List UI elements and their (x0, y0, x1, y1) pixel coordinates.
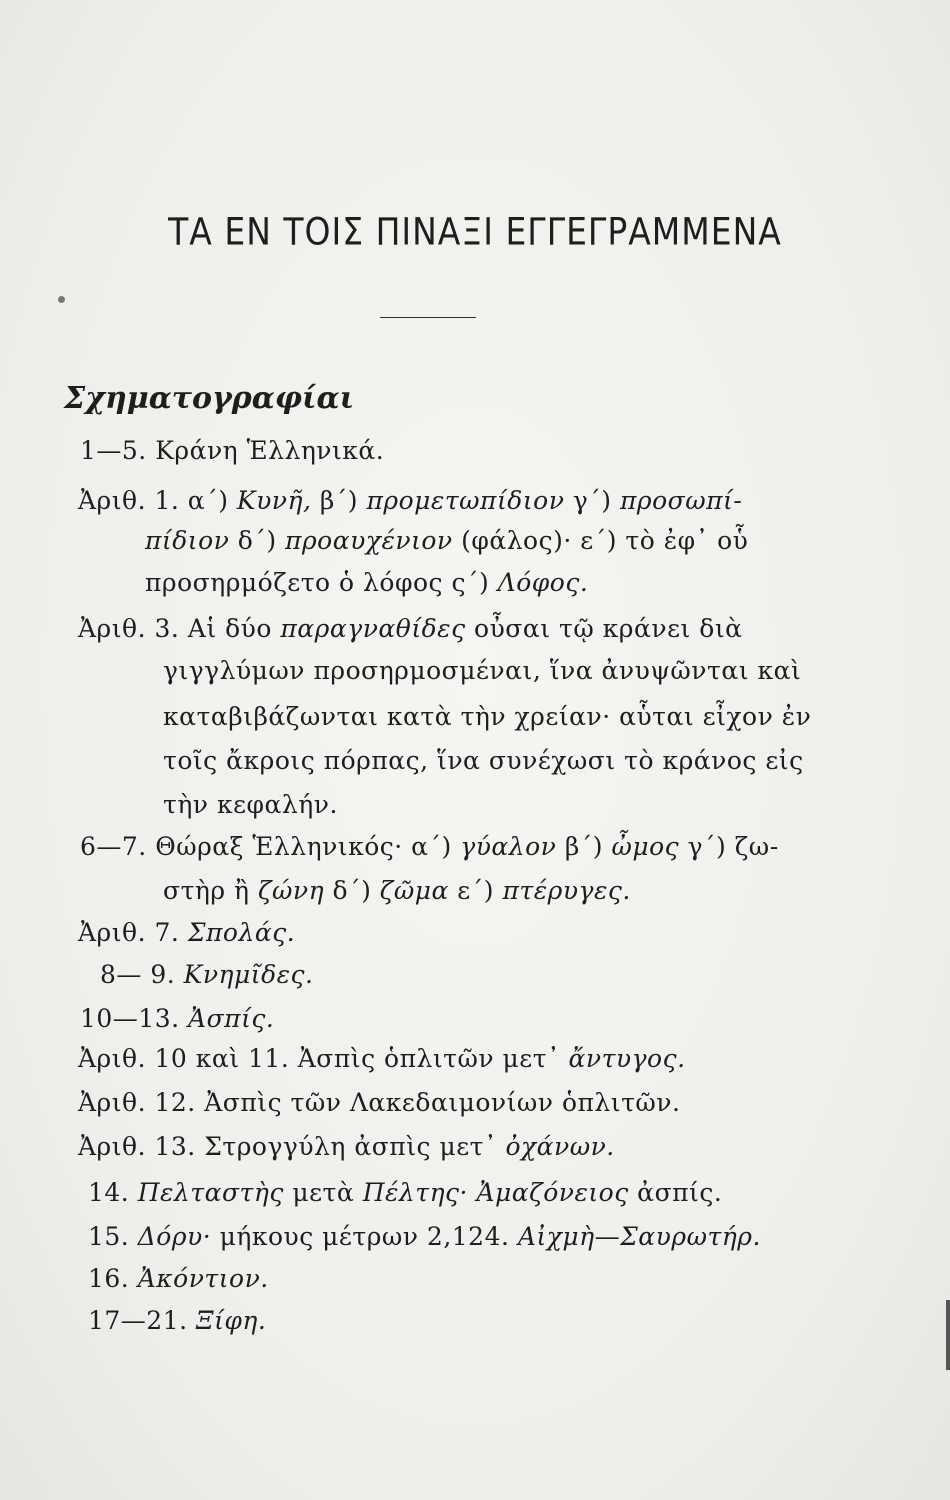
text-line (88, 1178, 722, 1207)
entry-number: Ἀριθ. 7. (78, 918, 180, 947)
page-edge-mark (946, 1300, 950, 1370)
text-run (188, 1306, 196, 1335)
term-italic: Πέλτης· (362, 1178, 469, 1207)
text-run: β΄) (311, 486, 367, 515)
title-rule (380, 317, 476, 318)
text-run: μετὰ (283, 1178, 363, 1207)
text-line (78, 614, 743, 643)
term-italic: πίδιον (145, 526, 230, 555)
entry-number: Ἀριθ. 13. (78, 1132, 196, 1161)
text-line (163, 656, 801, 685)
text-run (129, 1178, 137, 1207)
text-run: προσηρμόζετο ὁ λόφος ς΄) (145, 568, 498, 597)
text-line (88, 1306, 266, 1335)
text-run: δ΄) (324, 876, 380, 905)
text-line (145, 526, 748, 555)
entry-number: 17—21. (88, 1306, 188, 1335)
text-line (88, 1222, 761, 1251)
entry-number: 14. (88, 1178, 130, 1207)
term-italic: ὀχάνων. (505, 1132, 615, 1161)
text-run: μήκους μέτρων 2,124. (211, 1222, 518, 1251)
text-run: τοῖς ἄκροις πόρπας, ἵνα συνέχωσι τὸ κράνος εἰς (163, 746, 804, 775)
text-run (129, 1222, 137, 1251)
term-italic: Κυνῆ, (236, 486, 312, 515)
term-italic: Ἀμαζόνειος (476, 1178, 629, 1207)
text-run: Κράνη Ἑλληνικά. (146, 436, 385, 465)
term-italic: Κνημῖδες. (183, 960, 314, 989)
term-italic: προμετωπίδιον (366, 486, 565, 515)
term-italic: προσωπί- (620, 486, 743, 515)
ink-speck (58, 296, 65, 303)
text-run: Ἀσπὶς τῶν Λακεδαιμονίων ὁπλιτῶν. (195, 1088, 681, 1117)
term-italic: ζώνη (257, 876, 325, 905)
term-italic: ἄντυγος. (568, 1044, 686, 1073)
text-run (179, 918, 187, 947)
text-line (78, 918, 295, 947)
text-line (80, 436, 384, 465)
text-run: τὴν κεφαλήν. (163, 790, 338, 819)
term-italic: γύαλον (460, 832, 557, 861)
term-italic: προαυχένιον (285, 526, 453, 555)
text-run: ε΄) (448, 876, 503, 905)
text-run (180, 1004, 188, 1033)
term-italic: Λόφος. (497, 568, 589, 597)
text-run: Αἱ δύο (179, 614, 281, 643)
text-run: δ΄) (229, 526, 286, 555)
text-run: γιγγλύμων προσηρμοσμέναι, ἵνα ἀνυψῶνται καὶ (163, 656, 802, 685)
text-line (163, 746, 804, 775)
text-line (78, 486, 742, 515)
text-run: Στρογγύλη ἀσπὶς μετ᾽ (195, 1132, 506, 1161)
term-italic: Σαυρωτήρ. (620, 1222, 761, 1251)
term-italic: ζῶμα (379, 876, 449, 905)
text-run: καταβιβάζωνται κατὰ τὴν χρείαν· αὗται εἶχον ἐν (163, 702, 812, 731)
text-run: ἀσπίς. (628, 1178, 723, 1207)
text-line (163, 876, 631, 905)
term-italic: Ἀσπίς. (188, 1004, 275, 1033)
text-line (100, 960, 314, 989)
term-italic: πτέρυγες. (502, 876, 631, 905)
term-italic: Πελταστὴς (137, 1178, 284, 1207)
entry-number: 8— 9. (100, 960, 176, 989)
text-line (78, 1132, 615, 1161)
text-line (78, 1088, 680, 1117)
text-run (175, 960, 183, 989)
term-italic: Δόρυ· (137, 1222, 212, 1251)
text-run: α΄) (179, 486, 237, 515)
entry-number: 6—7. (80, 832, 147, 861)
term-italic: ὦμος (611, 832, 680, 861)
text-run: οὖσαι τῷ κράνει διὰ (465, 614, 743, 643)
text-run (129, 1264, 137, 1293)
entry-number: Ἀριθ. 1. (78, 486, 180, 515)
entry-number: 15. (88, 1222, 130, 1251)
entry-number: Ἀριθ. 12. (78, 1088, 196, 1117)
term-italic: Σπολάς. (187, 918, 296, 947)
text-line (163, 702, 811, 731)
entry-number: 1—5. (80, 436, 147, 465)
page-title: ΤΑ ΕΝ ΤΟΙΣ ΠΙΝΑΞΙ ΕΓΓΕΓΡΑΜΜΕΝΑ (168, 209, 782, 254)
text-line (145, 568, 588, 597)
entry-number: 16. (88, 1264, 130, 1293)
entry-number: Ἀριθ. 10 καὶ 11. (78, 1044, 290, 1073)
text-line (80, 832, 779, 861)
text-line (88, 1264, 269, 1293)
entry-number: 10—13. (80, 1004, 180, 1033)
term-italic: Αἰχμὴ (517, 1222, 595, 1251)
text-line (80, 1004, 274, 1033)
text-run: (φάλος)· ε΄) τὸ ἐφ᾽ οὗ (452, 526, 749, 555)
text-run: στὴρ ἢ (163, 876, 258, 905)
section-heading: Σχηματογραφίαι (64, 381, 355, 416)
term-italic: Ξίφη. (196, 1306, 267, 1335)
entry-number: Ἀριθ. 3. (78, 614, 180, 643)
term-italic: Ἀκόντιον. (137, 1264, 269, 1293)
text-run: β΄) (556, 832, 612, 861)
text-run: γ΄) (564, 486, 620, 515)
text-run: Θώραξ Ἑλληνικός· α΄) (146, 832, 461, 861)
text-line (78, 1044, 686, 1073)
term-italic: παραγναθίδες (280, 614, 466, 643)
text-run: γ΄) ζω- (679, 832, 779, 861)
text-run: Ἀσπὶς ὁπλιτῶν μετ᾽ (289, 1044, 569, 1073)
text-line (163, 790, 338, 819)
text-run: — (594, 1222, 621, 1251)
